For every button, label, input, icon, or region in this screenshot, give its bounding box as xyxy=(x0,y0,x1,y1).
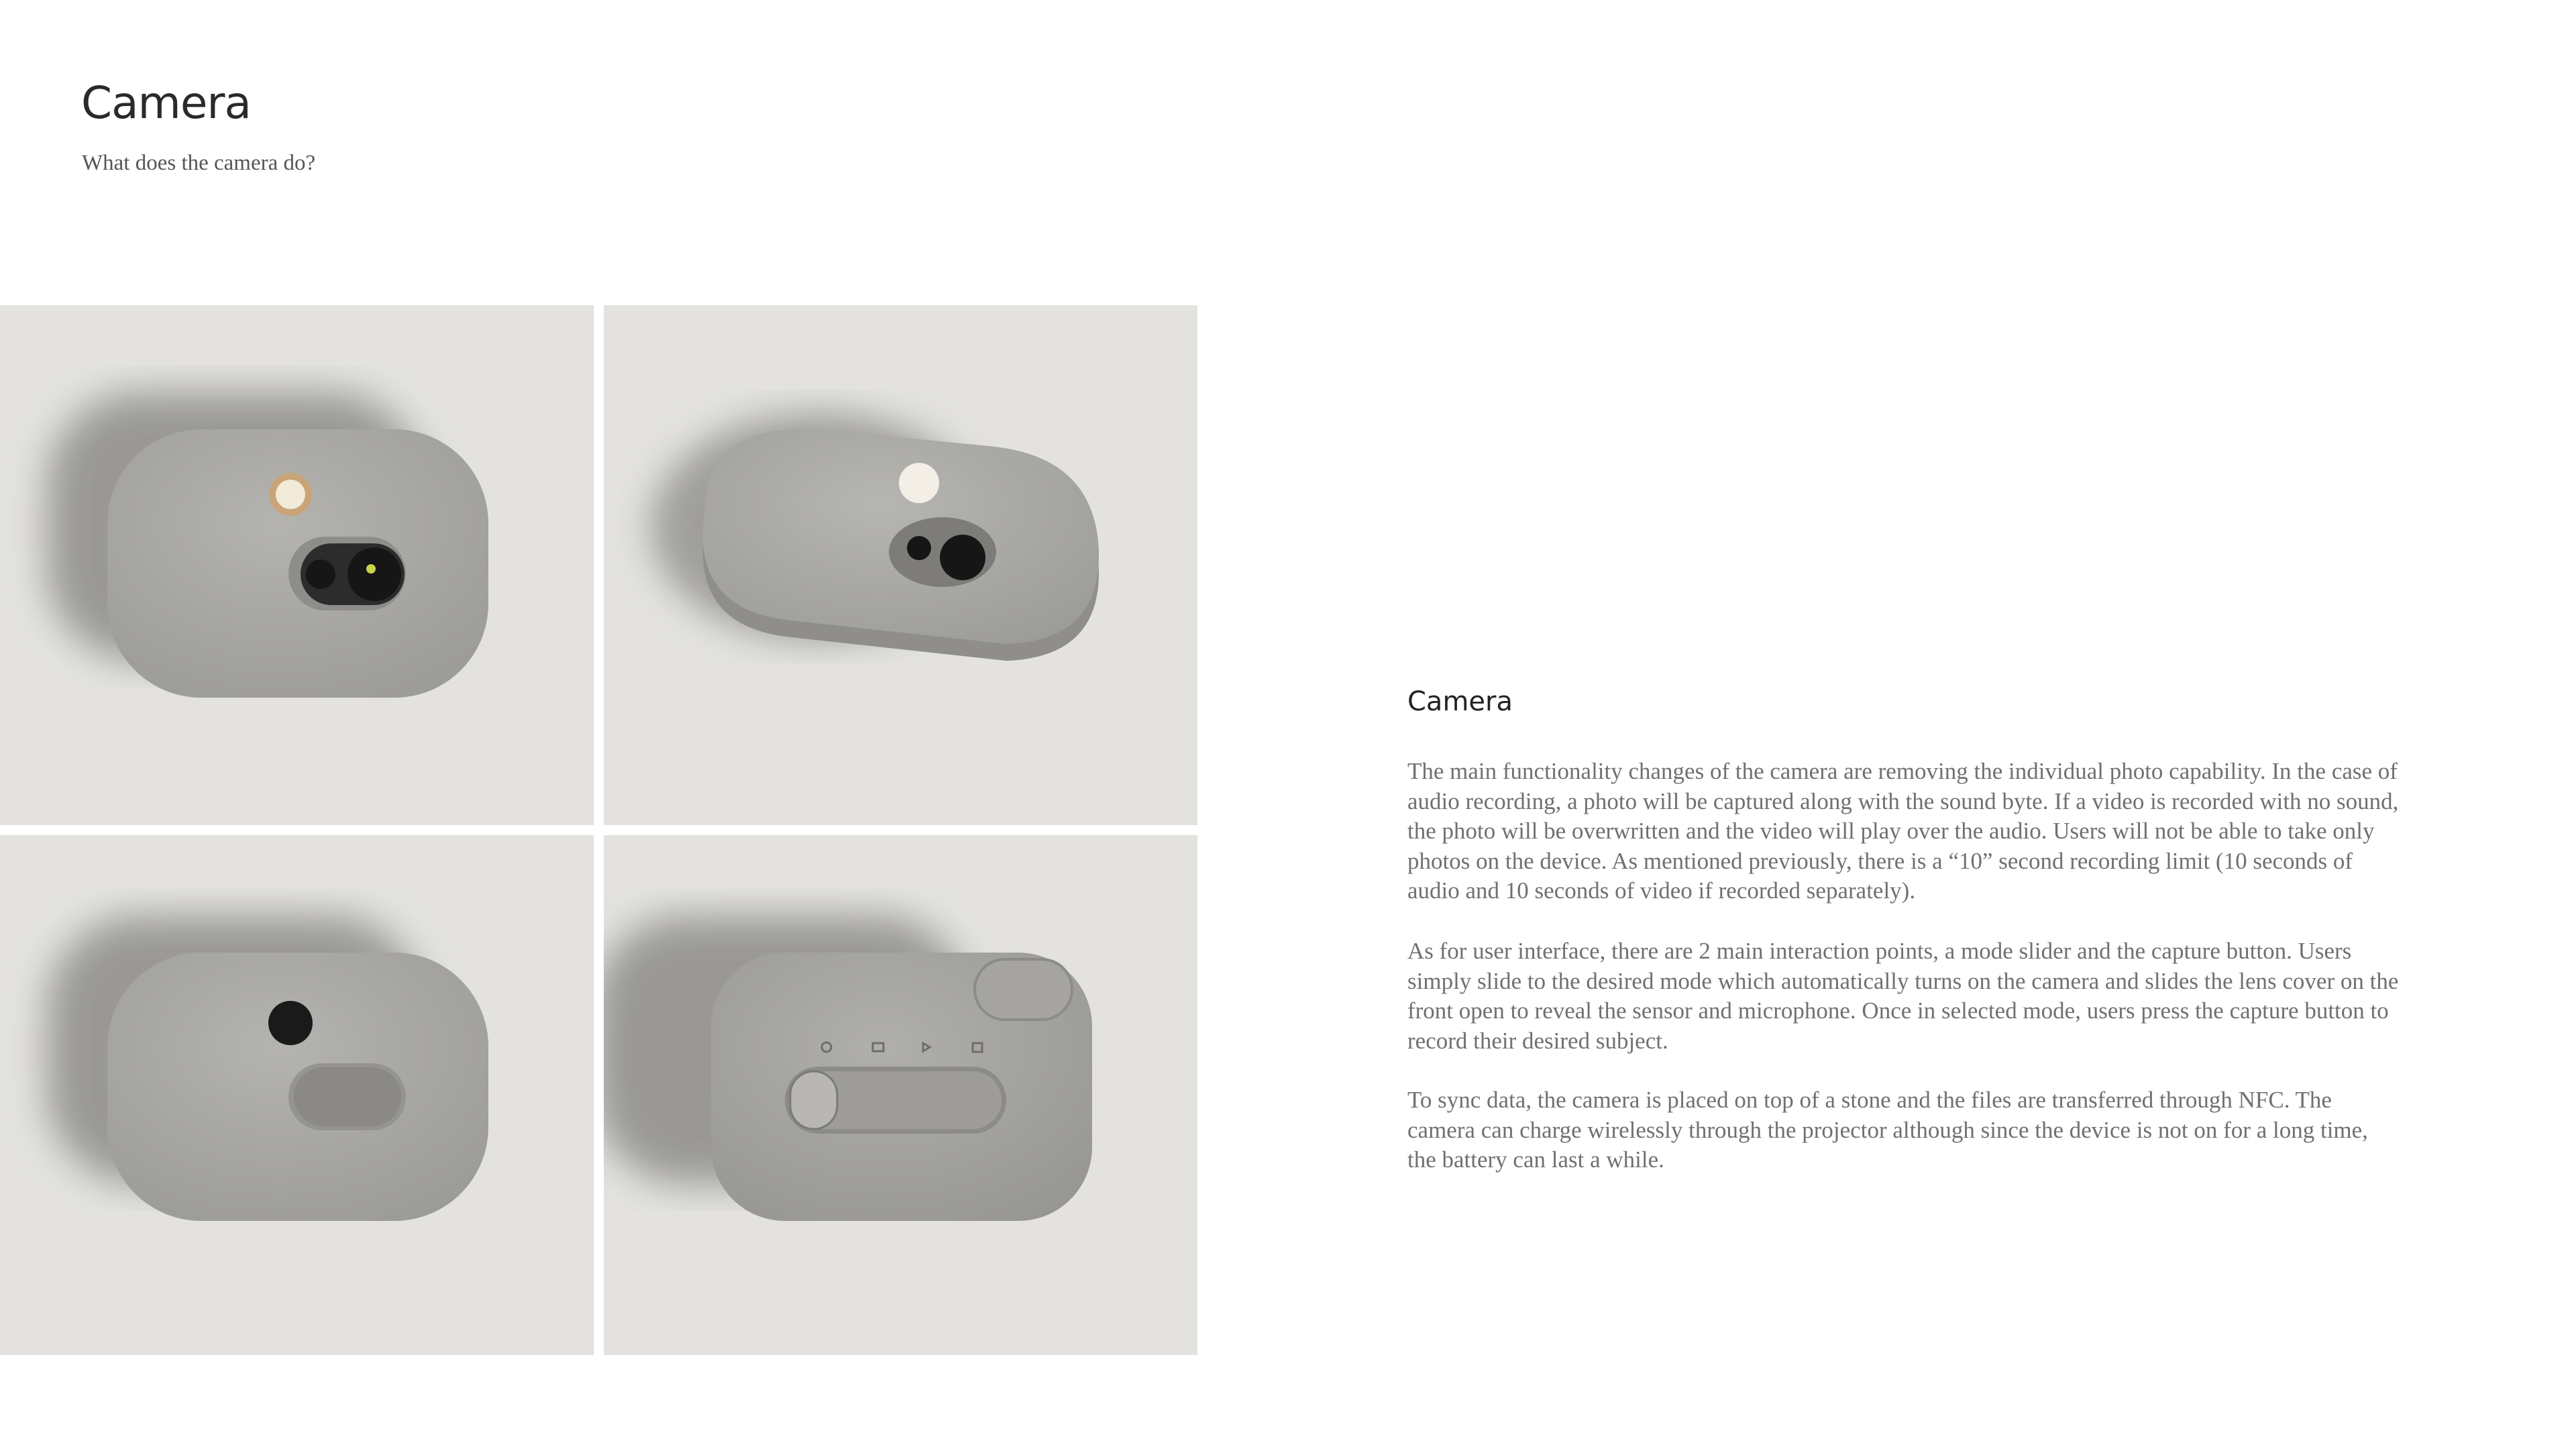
camera-angled-view-image xyxy=(604,305,1197,825)
body-paragraph-sync: To sync data, the camera is placed on top of a stone and the files are transferred through NFC. The camera can charge wirelessly through the projector although since the device is not on for a long time, the battery can last a while. xyxy=(1407,1087,2368,1173)
lens-cover-inner xyxy=(294,1067,401,1126)
camera-back-illustration xyxy=(604,835,1197,1355)
camera-lens-icon xyxy=(347,547,401,601)
sensor-icon xyxy=(306,559,335,589)
flash-light xyxy=(899,463,939,503)
camera-lens-icon xyxy=(940,535,985,580)
camera-closed-illustration xyxy=(0,835,594,1355)
flash-light xyxy=(276,480,305,509)
camera-angled-illustration xyxy=(604,305,1197,825)
body-paragraph-interface: As for user interface, there are 2 main interaction points, a mode slider and the capture button. Users simply slide to the desired mode which automatically turns on the camera and slides the lens cover on the front open to reveal the sensor and microphone. Once in selected mode, users press the capture button to record their desired subject. xyxy=(1407,938,2399,1054)
flash-closed-icon xyxy=(268,1001,313,1045)
mode-slider-thumb xyxy=(790,1071,837,1129)
camera-front-lens-closed-image xyxy=(0,835,594,1355)
body-paragraph-functionality: The main functionality changes of the camera are removing the individual photo capability. In the case of audio recording, a photo will be captured along with the sound byte. If a video is recorded with no sound, the photo will be overwritten and the video will play over the audio. Users will not be able to take only photos on the device. As mentioned previously, there is a “10” second recording limit (10 seconds of audio and 10 seconds of video if recorded separately). xyxy=(1407,758,2399,904)
section-heading: Camera xyxy=(1407,686,1513,717)
sensor-icon xyxy=(907,536,931,560)
lens-reflection xyxy=(366,564,376,574)
camera-back-view-image xyxy=(604,835,1197,1355)
capture-button xyxy=(975,959,1072,1020)
camera-front-illustration xyxy=(0,305,594,825)
camera-front-view-image xyxy=(0,305,594,825)
page-subtitle: What does the camera do? xyxy=(82,151,316,175)
page-title: Camera xyxy=(81,77,252,129)
